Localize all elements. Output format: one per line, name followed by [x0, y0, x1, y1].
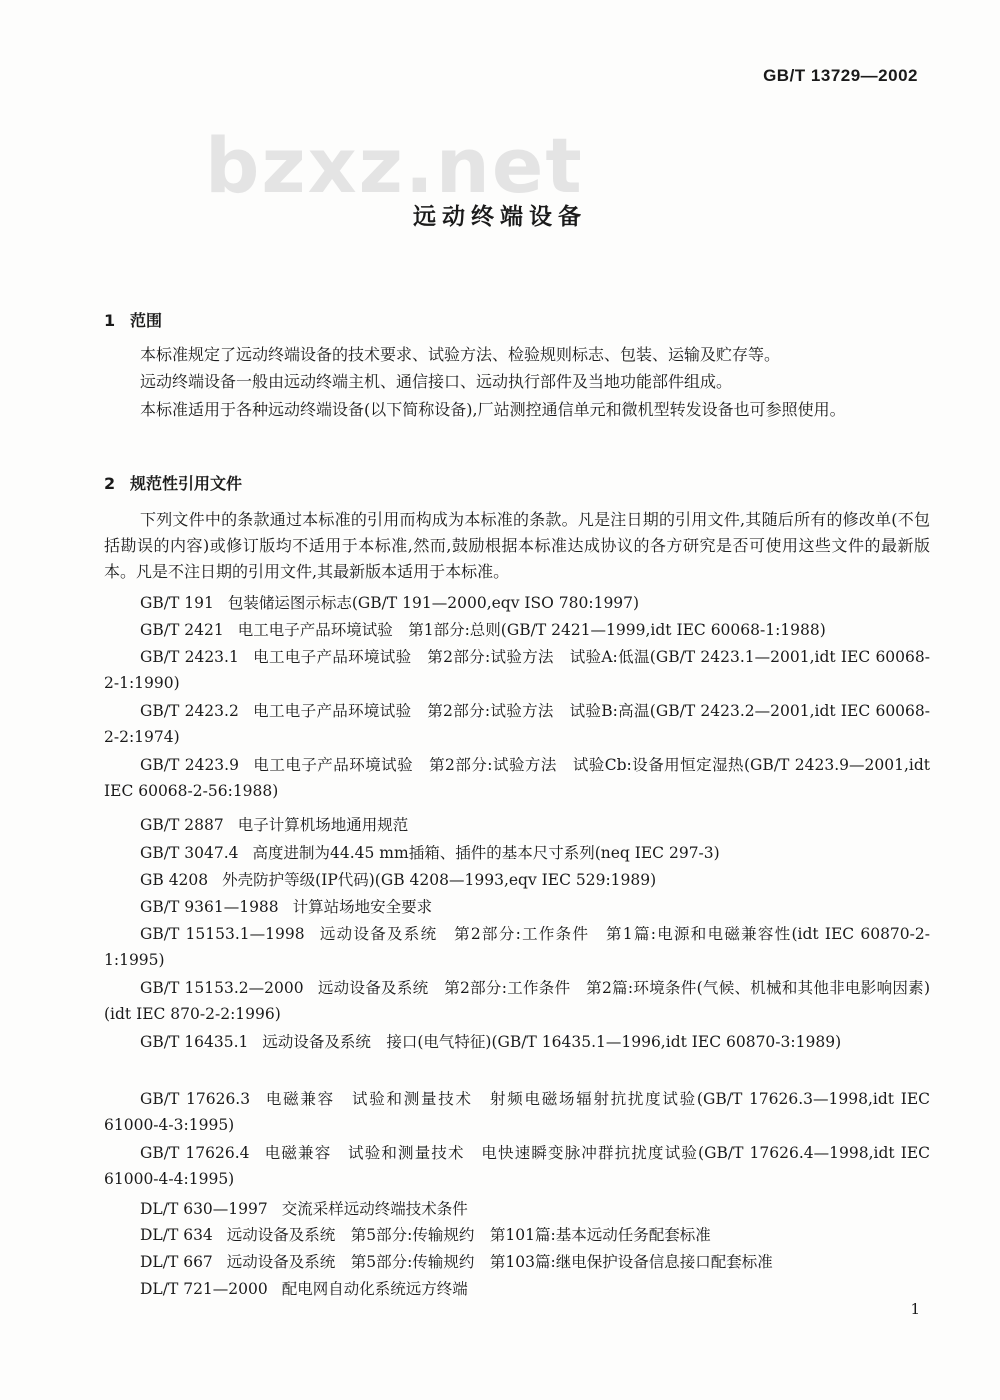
reference-text: 电工电子产品环境试验 第2部分:试验方法 试验A:低温(GB/T 2423.1—2001,idt IEC 60068-2-1:1990)	[104, 648, 930, 692]
paragraph: 本标准适用于各种远动终端设备(以下简称设备),厂站测控通信单元和微机型转发设备也可参照使用。	[140, 400, 846, 419]
reference-code: DL/T 630—1997	[140, 1200, 268, 1218]
reference-code: GB/T 2887	[140, 816, 224, 834]
reference-code: DL/T 667	[140, 1253, 213, 1271]
reference-text: 远动设备及系统 第5部分:传输规约 第103篇:继电保护设备信息接口配套标准	[226, 1253, 773, 1271]
reference-code: GB/T 2423.2	[140, 702, 239, 720]
reference-text: 远动设备及系统 第2部分:工作条件 第2篇:环境条件(气候、机械和其他非电影响因素)(idt IEC 870-2-2:1996)	[104, 979, 930, 1023]
reference-code: GB/T 16435.1	[140, 1033, 249, 1051]
reference-item	[104, 752, 930, 804]
reference-text: 电磁兼容 试验和测量技术 射频电磁场辐射抗扰度试验(GB/T 17626.3—1998,idt IEC 61000-4-3:1995)	[104, 1090, 930, 1134]
reference-code: GB/T 191	[140, 594, 214, 612]
reference-text: 计算站场地安全要求	[292, 898, 433, 916]
reference-code: GB/T 2423.9	[140, 756, 239, 774]
section-heading-references	[104, 471, 242, 494]
reference-text: 电磁兼容 试验和测量技术 电快速瞬变脉冲群抗扰度试验(GB/T 17626.4—1998,idt IEC 61000-4-4:1995)	[104, 1144, 930, 1188]
reference-item	[104, 1276, 930, 1302]
reference-item	[104, 1140, 930, 1192]
reference-text: 电子计算机场地通用规范	[237, 816, 409, 834]
section-title: 规范性引用文件	[130, 474, 243, 493]
reference-text: 包装储运图示标志(GB/T 191—2000,eqv ISO 780:1997)	[227, 594, 640, 612]
reference-item	[104, 894, 930, 920]
reference-item	[104, 840, 930, 866]
reference-code: GB/T 17626.4	[140, 1144, 250, 1162]
section-heading-scope	[104, 308, 162, 331]
section-title: 范围	[130, 311, 163, 330]
reference-text: 配电网自动化系统远方终端	[281, 1280, 468, 1298]
paragraph: 下列文件中的条款通过本标准的引用而构成为本标准的条款。凡是注日期的引用文件,其随后所有的修改单(不包括勘误的内容)或修订版均不适用于本标准,然而,鼓励根据本标准达成协议的各方研究是否可使用这些文件的最新版本。凡是不注日期的引用文件,其最新版本适用于本标准。	[104, 510, 930, 581]
reference-item	[104, 921, 930, 973]
reference-code: GB/T 2423.1	[140, 648, 239, 666]
reference-text: 高度进制为44.45 mm插箱、插件的基本尺寸系列(neq IEC 297-3)	[252, 844, 720, 862]
reference-item	[104, 1196, 930, 1222]
reference-item	[104, 644, 930, 696]
reference-code: GB/T 15153.1—1998	[140, 925, 305, 943]
reference-code: GB/T 3047.4	[140, 844, 239, 862]
reference-code: GB/T 17626.3	[140, 1090, 251, 1108]
section-number: 2	[104, 474, 116, 493]
reference-text: 外壳防护等级(IP代码)(GB 4208—1993,eqv IEC 529:1989)	[222, 871, 657, 889]
reference-code: DL/T 721—2000	[140, 1280, 268, 1298]
reference-item	[104, 975, 930, 1027]
reference-text: 电工电子产品环境试验 第2部分:试验方法 试验Cb:设备用恒定湿热(GB/T 2423.9—2001,idt IEC 60068-2-56:1988)	[104, 756, 930, 800]
reference-item	[104, 812, 930, 838]
reference-text: 电工电子产品环境试验 第2部分:试验方法 试验B:高温(GB/T 2423.2—2001,idt IEC 60068-2-2:1974)	[104, 702, 930, 746]
reference-text: 交流采样远动终端技术条件	[281, 1200, 468, 1218]
page-title: 远动终端设备	[413, 204, 587, 230]
page-number: 1	[910, 1300, 920, 1318]
reference-item	[104, 1249, 930, 1275]
reference-code: GB/T 9361—1988	[140, 898, 279, 916]
paragraph: 本标准规定了远动终端设备的技术要求、试验方法、检验规则标志、包装、运输及贮存等。	[140, 345, 781, 364]
reference-item	[104, 1086, 930, 1138]
reference-code: GB/T 15153.2—2000	[140, 979, 304, 997]
reference-text: 远动设备及系统 第5部分:传输规约 第101篇:基本远动任务配套标准	[226, 1226, 711, 1244]
standard-number: GB/T 13729—2002	[763, 66, 918, 85]
reference-item	[104, 617, 930, 643]
reference-item	[104, 1029, 930, 1055]
paragraph: 远动终端设备一般由远动终端主机、通信接口、远动执行部件及当地功能部件组成。	[140, 372, 733, 391]
reference-code: GB 4208	[140, 871, 209, 889]
section-number: 1	[104, 311, 116, 330]
reference-text: 电工电子产品环境试验 第1部分:总则(GB/T 2421—1999,idt IEC 60068-1:1988)	[237, 621, 826, 639]
reference-item	[104, 1222, 930, 1248]
reference-item	[104, 867, 930, 893]
reference-text: 远动设备及系统 接口(电气特征)(GB/T 16435.1—1996,idt IEC 60870-3:1989)	[262, 1033, 842, 1051]
reference-code: GB/T 2421	[140, 621, 224, 639]
reference-code: DL/T 634	[140, 1226, 213, 1244]
reference-item	[104, 590, 930, 616]
reference-text: 远动设备及系统 第2部分:工作条件 第1篇:电源和电磁兼容性(idt IEC 60870-2-1:1995)	[104, 925, 930, 969]
reference-item	[104, 698, 930, 750]
watermark: bzxz.net	[205, 121, 584, 210]
